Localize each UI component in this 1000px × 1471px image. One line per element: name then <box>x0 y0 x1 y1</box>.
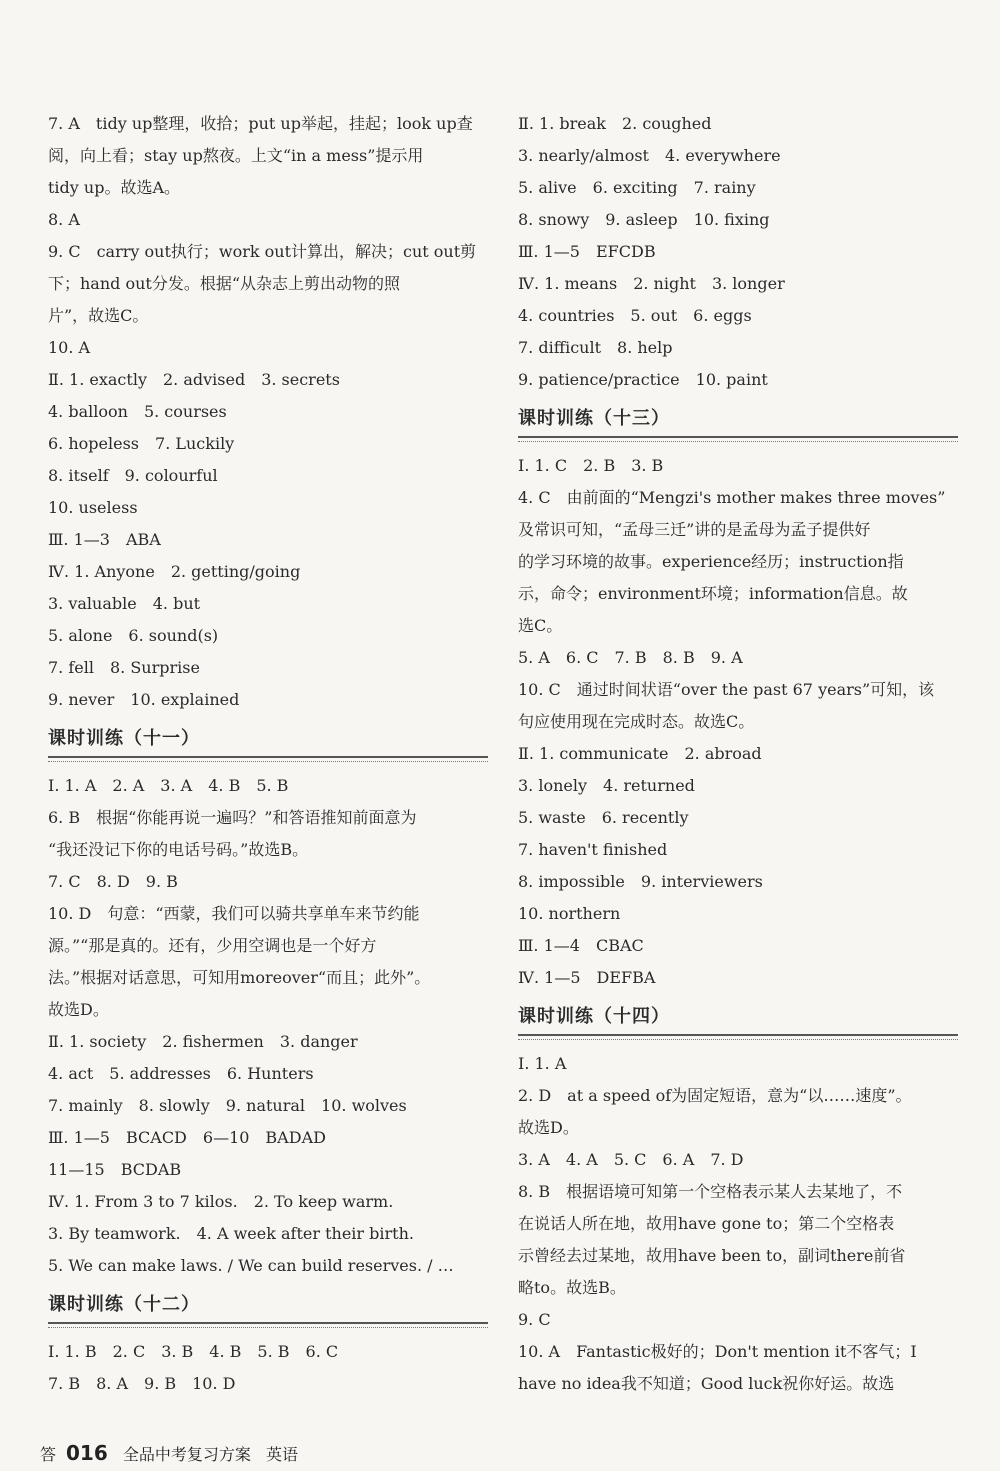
answer-line: 阅，向上看；stay up熬夜。上文“in a mess”提示用 <box>48 146 424 165</box>
answer-line: 7. B 8. A 9. B 10. D <box>48 1374 236 1393</box>
answer-line: Ⅱ. 1. society 2. fishermen 3. danger <box>48 1032 358 1051</box>
answer-line: 选C。 <box>518 616 563 635</box>
answer-line: 示，命令；environment环境；information信息。故 <box>518 584 908 603</box>
answer-line: 3. valuable 4. but <box>48 594 201 613</box>
answer-line: 9. C <box>518 1310 551 1329</box>
answer-line: 片”，故选C。 <box>48 306 149 325</box>
answer-line: 句应使用现在完成时态。故选C。 <box>518 712 755 731</box>
answer-line: have no idea我不知道；Good luck祝你好运。故选 <box>518 1374 895 1393</box>
answer-line: 4. balloon 5. courses <box>48 402 227 421</box>
answer-line: 故选D。 <box>48 1000 109 1019</box>
answer-line: 6. hopeless 7. Luckily <box>48 434 235 453</box>
answer-line: 8. B 根据语境可知第一个空格表示某人去某地了，不 <box>518 1182 903 1201</box>
answer-line: 9. C carry out执行；work out计算出，解决；cut out剪 <box>48 242 477 261</box>
answer-line: 7. difficult 8. help <box>518 338 673 357</box>
answer-line: 5. alive 6. exciting 7. rainy <box>518 178 756 197</box>
answer-line: Ⅰ. 1. A 2. A 3. A 4. B 5. B <box>48 776 289 795</box>
answers-block-10 <box>48 108 488 716</box>
answer-line: 7. A tidy up整理，收拾；put up举起，挂起；look up查 <box>48 114 473 133</box>
answer-line: 9. never 10. explained <box>48 690 240 709</box>
answer-line: 5. We can make laws. / We can build reserves. / … <box>48 1256 454 1275</box>
footer-prefix: 答 <box>40 1445 57 1464</box>
answer-line: Ⅲ. 1—5 EFCDB <box>518 242 656 261</box>
answer-line: 故选D。 <box>518 1118 579 1137</box>
answer-line: Ⅳ. 1. means 2. night 3. longer <box>518 274 785 293</box>
answers-block-12-cont <box>518 108 958 396</box>
answer-line: 5. alone 6. sound(s) <box>48 626 219 645</box>
answer-line: 10. northern <box>518 904 621 923</box>
answer-line: 3. A 4. A 5. C 6. A 7. D <box>518 1150 744 1169</box>
right-column <box>518 108 958 1400</box>
answer-line: 10. useless <box>48 498 138 517</box>
answer-line: 8. itself 9. colourful <box>48 466 218 485</box>
answers-block-11 <box>48 770 488 1282</box>
answer-line: 2. D at a speed of为固定短语，意为“以……速度”。 <box>518 1086 912 1105</box>
answer-line: “我还没记下你的电话号码。”故选B。 <box>48 840 309 859</box>
section-heading-11: 课时训练（十一） <box>48 724 488 758</box>
answer-line: 下；hand out分发。根据“从杂志上剪出动物的照 <box>48 274 401 293</box>
answer-line: Ⅰ. 1. B 2. C 3. B 4. B 5. B 6. C <box>48 1342 339 1361</box>
page-number: 016 <box>66 1441 108 1465</box>
answer-line: 5. waste 6. recently <box>518 808 689 827</box>
answer-line: Ⅱ. 1. break 2. coughed <box>518 114 712 133</box>
answers-block-13 <box>518 450 958 994</box>
page-footer <box>40 1441 308 1465</box>
answer-line: 6. B 根据“你能再说一遍吗？”和答语推知前面意为 <box>48 808 417 827</box>
answer-line: 7. C 8. D 9. B <box>48 872 178 891</box>
answer-line: 9. patience/practice 10. paint <box>518 370 768 389</box>
answer-line: Ⅳ. 1. From 3 to 7 kilos. 2. To keep warm. <box>48 1192 394 1211</box>
section-heading-14: 课时训练（十四） <box>518 1002 958 1036</box>
subject-label: 英语 <box>265 1445 298 1464</box>
answer-line: 10. A <box>48 338 91 357</box>
answer-line: Ⅲ. 1—3 ABA <box>48 530 161 549</box>
answer-line: 5. A 6. C 7. B 8. B 9. A <box>518 648 743 667</box>
answer-line: 法。”根据对话意思，可知用moreover“而且；此外”。 <box>48 968 431 987</box>
answer-line: Ⅰ. 1. C 2. B 3. B <box>518 456 664 475</box>
answer-line: 在说话人所在地，故用have gone to；第二个空格表 <box>518 1214 895 1233</box>
answers-block-12 <box>48 1336 488 1400</box>
answer-line: 7. haven't finished <box>518 840 668 859</box>
answer-line: 4. act 5. addresses 6. Hunters <box>48 1064 314 1083</box>
answer-line: 3. By teamwork. 4. A week after their birth. <box>48 1224 414 1243</box>
section-heading-13: 课时训练（十三） <box>518 404 958 438</box>
answer-line: 源。”“那是真的。还有，少用空调也是一个好方 <box>48 936 377 955</box>
answer-line: 10. C 通过时间状语“over the past 67 years”可知，该 <box>518 680 935 699</box>
answer-line: Ⅳ. 1—5 DEFBA <box>518 968 656 987</box>
answer-line: 8. snowy 9. asleep 10. fixing <box>518 210 770 229</box>
answer-line: Ⅱ. 1. exactly 2. advised 3. secrets <box>48 370 340 389</box>
answers-block-14 <box>518 1048 958 1400</box>
answer-line: Ⅱ. 1. communicate 2. abroad <box>518 744 762 763</box>
answer-line: 7. mainly 8. slowly 9. natural 10. wolves <box>48 1096 407 1115</box>
answer-line: 10. D 句意：“西蒙，我们可以骑共享单车来节约能 <box>48 904 420 923</box>
answer-line: 11—15 BCDAB <box>48 1160 182 1179</box>
answer-line: 8. impossible 9. interviewers <box>518 872 763 891</box>
section-heading-12: 课时训练（十二） <box>48 1290 488 1324</box>
answer-line: 4. C 由前面的“Mengzi's mother makes three moves” <box>518 488 946 507</box>
left-column <box>48 108 488 1400</box>
answer-line: 10. A Fantastic极好的；Don't mention it不客气；I <box>518 1342 917 1361</box>
answer-line: 略to。故选B。 <box>518 1278 626 1297</box>
answer-line: 8. A <box>48 210 80 229</box>
book-title: 全品中考复习方案 <box>122 1445 251 1464</box>
answer-line: Ⅲ. 1—4 CBAC <box>518 936 644 955</box>
answer-line: Ⅲ. 1—5 BCACD 6—10 BADAD <box>48 1128 326 1147</box>
answer-line: 的学习环境的故事。experience经历；instruction指 <box>518 552 904 571</box>
answer-line: 3. nearly/almost 4. everywhere <box>518 146 781 165</box>
answer-line: 及常识可知，“孟母三迁”讲的是孟母为孟子提供好 <box>518 520 871 539</box>
answer-line: tidy up。故选A。 <box>48 178 181 197</box>
answer-line: Ⅰ. 1. A <box>518 1054 567 1073</box>
answer-line: Ⅳ. 1. Anyone 2. getting/going <box>48 562 301 581</box>
answer-line: 7. fell 8. Surprise <box>48 658 200 677</box>
answer-line: 4. countries 5. out 6. eggs <box>518 306 752 325</box>
answer-line: 3. lonely 4. returned <box>518 776 695 795</box>
answer-line: 示曾经去过某地，故用have been to，副词there前省 <box>518 1246 906 1265</box>
